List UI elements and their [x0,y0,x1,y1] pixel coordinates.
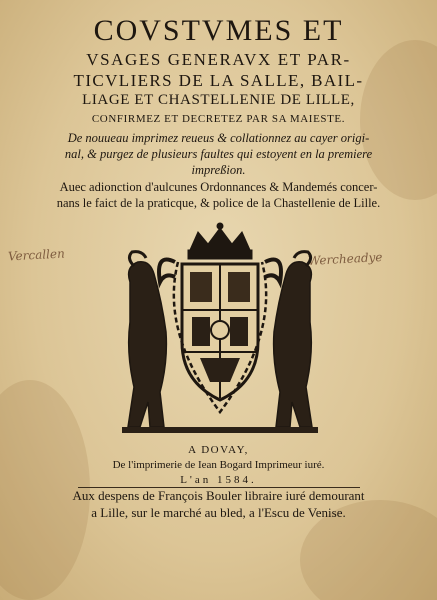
handwritten-signature-right: Wercheadye [307,250,383,268]
italic-line-3: impreßion. [191,163,246,177]
bookseller-line-1: Aux despens de François Bouler libraire iuré demourant [72,488,365,503]
bookseller-line-2: a Lille, sur le marché au bled, a l'Escu de Venise. [91,505,346,520]
imprint-printer: De l'imprimerie de Iean Bogard Imprimeur iuré. [112,459,325,471]
title-line-5: CONFIRMEZ ET DECRETEZ PAR SA MAIESTE. [91,113,346,125]
italic-line-1: De nouueau imprimez reueus & collationnez au cayer origi- [67,131,370,145]
italic-line-2: nal, & purgez de plusieurs faultes qui estoyent en la premiere [64,147,373,161]
royal-coat-of-arms-with-lions-icon [120,222,320,437]
roman-line-2: nans le faict de la praticque, & police de la Chastellenie de Lille. [56,196,381,210]
title-line-1: COVSTVMES ET [93,14,344,47]
imprint-year: L'an 1584. [180,474,257,486]
handwritten-signature-left: Vercallen [7,246,66,264]
imprint-place: A DOVAY, [188,444,249,456]
roman-line-1: Auec adionction d'aulcunes Ordonnances & Mandemés concer- [59,180,378,194]
title-line-4: LIAGE ET CHASTELLENIE DE LILLE, [82,92,355,108]
title-line-2: VSAGES GENERAVX ET PAR- [86,50,351,69]
title-line-3: TICVLIERS DE LA SALLE, BAIL- [73,71,364,90]
